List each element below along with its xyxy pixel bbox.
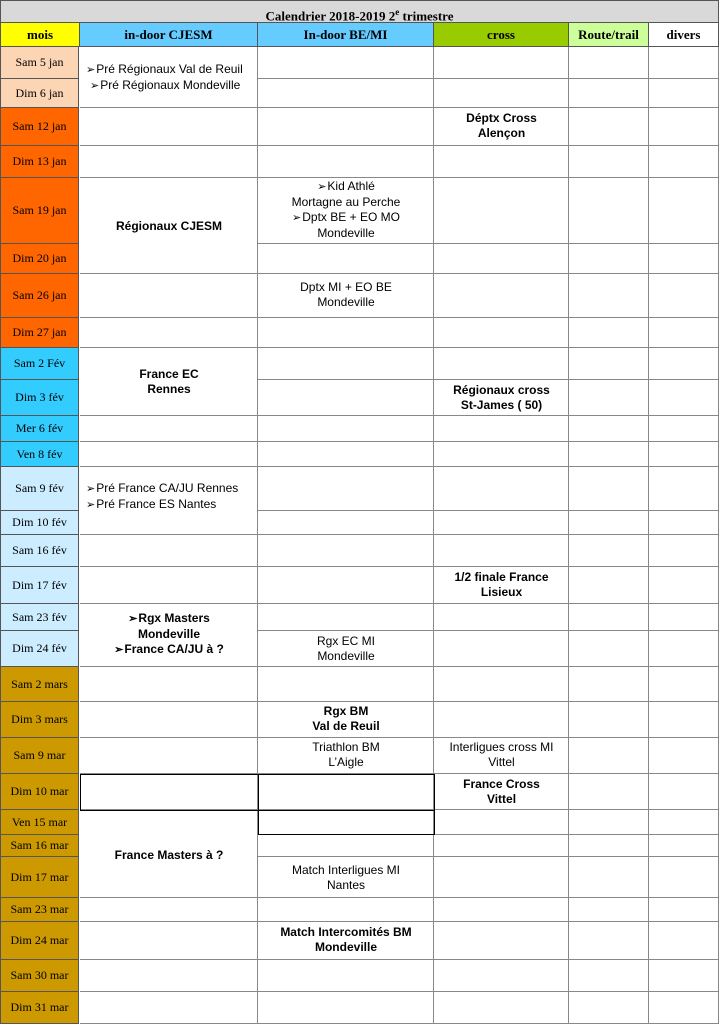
event-cross-france <box>434 774 569 810</box>
event-line: Interligues cross MI <box>449 740 554 754</box>
date-cell: Sam 12 jan <box>0 108 79 146</box>
grid-cell <box>80 442 258 467</box>
grid-cell <box>649 178 719 244</box>
grid-cell <box>434 244 569 274</box>
date-cell: Dim 17 fév <box>0 567 79 604</box>
date-cell: Sam 9 fév <box>0 467 79 511</box>
event-line: Nantes <box>326 878 366 892</box>
event-bemi-dptx-mi <box>258 276 434 314</box>
grid-cell <box>80 567 258 604</box>
event-line: ➢ Pré Régionaux Val de Reuil <box>86 62 243 78</box>
event-line: Mortagne au Perche <box>291 195 401 209</box>
event-line: Mondeville <box>317 226 375 240</box>
grid-cell <box>434 857 569 898</box>
date-cell: Ven 8 fév <box>0 442 79 467</box>
grid-cell <box>434 416 569 442</box>
grid-cell <box>649 416 719 442</box>
event-line: ➢ France CA/JU à ? <box>114 642 224 658</box>
calendar-title <box>0 0 719 23</box>
header-mois: mois <box>0 23 80 47</box>
grid-cell <box>569 922 649 960</box>
grid-cell <box>649 774 719 810</box>
grid-cell <box>649 835 719 857</box>
header-indoor-bemi: In-door BE/MI <box>258 23 434 47</box>
event-line: Triathlon BM <box>312 740 380 754</box>
grid-cell <box>434 467 569 511</box>
grid-cell <box>649 992 719 1024</box>
grid-cell <box>434 631 569 667</box>
event-line: Lisieux <box>480 585 523 599</box>
grid-cell <box>434 274 569 318</box>
date-cell: Dim 3 mars <box>0 702 79 738</box>
event-line: ➢ Rgx Masters <box>128 611 210 627</box>
event-line: Déptx Cross <box>466 111 537 125</box>
grid-cell <box>258 416 434 442</box>
grid-cell <box>80 146 258 178</box>
event-cjesm-france-ec <box>80 348 258 416</box>
date-cell: Sam 9 mar <box>0 738 79 774</box>
title-prefix: Calendrier 2018-2019 2 <box>265 8 396 24</box>
date-cell: Sam 19 jan <box>0 178 79 244</box>
date-cell: Dim 27 jan <box>0 318 79 348</box>
grid-cell <box>434 348 569 380</box>
event-line: ➢ Pré France ES Nantes <box>86 497 216 513</box>
grid-cell <box>258 511 434 535</box>
grid-cell <box>434 667 569 702</box>
grid-cell <box>649 667 719 702</box>
event-cjesm-pre-france <box>80 475 258 519</box>
header-indoor-cjesm: in-door CJESM <box>80 23 258 47</box>
date-cell: Dim 20 jan <box>0 244 79 274</box>
grid-cell <box>80 702 258 738</box>
date-cell: Sam 5 jan <box>0 47 79 79</box>
title-superscript: e <box>395 7 400 17</box>
grid-cell <box>569 467 649 511</box>
grid-cell <box>258 108 434 146</box>
grid-cell <box>569 567 649 604</box>
event-cjesm-france-masters <box>80 840 258 870</box>
grid-cell <box>434 511 569 535</box>
grid-cell <box>434 992 569 1024</box>
grid-cell <box>569 774 649 810</box>
grid-cell <box>258 898 434 922</box>
event-line: Vittel <box>488 755 515 769</box>
event-cross-demi-finale <box>434 567 569 603</box>
grid-cell <box>649 810 719 835</box>
grid-cell <box>569 992 649 1024</box>
grid-cell <box>258 960 434 992</box>
date-cell: Dim 13 jan <box>0 146 79 178</box>
header-divers: divers <box>649 23 719 47</box>
grid-cell <box>434 960 569 992</box>
event-line: Vittel <box>486 792 517 806</box>
grid-cell <box>569 274 649 318</box>
header-cross: cross <box>434 23 569 47</box>
title-suffix: trimestre <box>399 8 454 24</box>
grid-cell <box>649 146 719 178</box>
grid-cell <box>649 47 719 79</box>
event-cjesm-pre-regionaux <box>80 56 258 100</box>
grid-cell <box>649 922 719 960</box>
grid-cell <box>80 416 258 442</box>
grid-cell <box>258 146 434 178</box>
grid-cell <box>569 535 649 567</box>
date-cell: Dim 24 mar <box>0 922 79 960</box>
grid-cell <box>569 79 649 108</box>
event-line: Régionaux cross <box>453 383 550 397</box>
event-line: ➢ Kid Athlé <box>317 179 375 195</box>
grid-cell <box>569 146 649 178</box>
grid-cell <box>569 416 649 442</box>
date-cell: Mer 6 fév <box>0 416 79 442</box>
grid-cell <box>434 79 569 108</box>
grid-cell <box>569 810 649 835</box>
event-cross-regionaux <box>434 380 569 416</box>
grid-cell <box>569 511 649 535</box>
event-line: Mondeville <box>314 940 377 954</box>
grid-cell <box>258 667 434 702</box>
grid-cell <box>569 380 649 416</box>
date-cell: Sam 30 mar <box>0 960 79 992</box>
event-bemi-rgx-bm <box>258 702 434 736</box>
grid-cell <box>434 604 569 631</box>
grid-cell <box>80 898 258 922</box>
grid-cell <box>649 511 719 535</box>
grid-cell <box>80 108 258 146</box>
grid-cell <box>569 898 649 922</box>
grid-cell <box>258 79 434 108</box>
event-line: France Masters à ? <box>114 847 224 862</box>
event-line: Alençon <box>477 126 526 140</box>
grid-cell <box>434 835 569 857</box>
grid-cell <box>649 604 719 631</box>
date-cell: Dim 3 fév <box>0 380 79 416</box>
date-cell: Dim 24 fév <box>0 631 79 667</box>
event-line: Mondeville <box>137 626 200 641</box>
grid-cell <box>80 318 258 348</box>
date-cell: Dim 6 jan <box>0 79 79 108</box>
grid-cell <box>258 47 434 79</box>
event-line: 1/2 finale France <box>454 570 549 584</box>
grid-cell <box>434 178 569 244</box>
event-line: St-James ( 50) <box>460 398 543 412</box>
grid-cell <box>258 535 434 567</box>
grid-cell <box>258 810 434 835</box>
event-bemi-intercomites <box>258 922 434 958</box>
grid-cell <box>258 380 434 416</box>
event-cross-deptx <box>434 108 569 144</box>
event-line: ➢ Pré France CA/JU Rennes <box>86 481 238 497</box>
grid-cell <box>258 567 434 604</box>
grid-cell <box>80 992 258 1024</box>
grid-cell <box>649 702 719 738</box>
grid-cell <box>258 348 434 380</box>
date-cell: Sam 16 fév <box>0 535 79 567</box>
date-cell: Sam 2 mars <box>0 667 79 702</box>
grid-cell <box>434 47 569 79</box>
event-cjesm-regionaux <box>80 178 258 274</box>
grid-cell <box>80 667 258 702</box>
event-bemi-triathlon <box>258 738 434 772</box>
date-cell: Sam 23 fév <box>0 604 79 631</box>
grid-cell <box>80 774 258 810</box>
event-line: Match Interligues MI <box>291 863 401 877</box>
event-line: Rennes <box>147 382 191 396</box>
grid-cell <box>80 960 258 992</box>
event-line: France Cross <box>463 777 540 791</box>
event-line: Rgx BM <box>323 704 369 718</box>
grid-cell <box>258 244 434 274</box>
date-cell: Dim 17 mar <box>0 857 79 898</box>
event-cross-interligues <box>434 738 569 772</box>
event-bemi-match-interligues <box>258 860 434 896</box>
event-line: Régionaux CJESM <box>115 218 223 233</box>
grid-cell <box>649 631 719 667</box>
grid-cell <box>258 604 434 631</box>
grid-cell <box>569 738 649 774</box>
grid-cell <box>434 318 569 348</box>
grid-cell <box>258 835 434 857</box>
date-cell: Sam 23 mar <box>0 898 79 922</box>
grid-cell <box>649 318 719 348</box>
grid-cell <box>258 467 434 511</box>
grid-cell <box>434 702 569 738</box>
grid-cell <box>569 47 649 79</box>
grid-cell <box>258 992 434 1024</box>
grid-cell <box>649 738 719 774</box>
date-cell: Dim 31 mar <box>0 992 79 1024</box>
grid-cell <box>569 835 649 857</box>
grid-cell <box>434 442 569 467</box>
event-line: ➢ Dptx BE + EO MO <box>292 210 400 226</box>
grid-cell <box>569 108 649 146</box>
grid-cell <box>649 348 719 380</box>
event-line: Dptx MI + EO BE <box>300 280 392 294</box>
date-cell: Sam 2 Fév <box>0 348 79 380</box>
grid-cell <box>434 146 569 178</box>
grid-cell <box>569 244 649 274</box>
grid-cell <box>258 442 434 467</box>
event-line: Mondeville <box>317 649 375 663</box>
grid-cell <box>649 898 719 922</box>
grid-cell <box>569 960 649 992</box>
grid-cell <box>569 442 649 467</box>
date-cell: Ven 15 mar <box>0 810 79 835</box>
date-cell: Dim 10 fév <box>0 511 79 535</box>
event-bemi-kid-athle-dptx <box>258 178 434 242</box>
grid-cell <box>434 922 569 960</box>
grid-cell <box>569 178 649 244</box>
grid-cell <box>569 318 649 348</box>
grid-cell <box>80 274 258 318</box>
grid-cell <box>649 467 719 511</box>
grid-cell <box>80 738 258 774</box>
event-line: Match Intercomités BM <box>280 925 412 939</box>
grid-cell <box>569 667 649 702</box>
event-cjesm-masters <box>80 604 258 664</box>
grid-cell <box>80 922 258 960</box>
date-cell: Dim 10 mar <box>0 774 79 810</box>
date-cell: Sam 26 jan <box>0 274 79 318</box>
grid-cell <box>434 898 569 922</box>
grid-cell <box>569 604 649 631</box>
event-line: ➢ Pré Régionaux Mondeville <box>90 78 240 94</box>
grid-cell <box>649 567 719 604</box>
date-cell: Sam 16 mar <box>0 835 79 857</box>
grid-cell <box>569 702 649 738</box>
grid-cell <box>258 318 434 348</box>
grid-cell <box>569 857 649 898</box>
event-bemi-rgx-ec <box>258 631 434 667</box>
event-line: L’Aigle <box>328 755 364 769</box>
grid-cell <box>569 631 649 667</box>
grid-cell <box>649 960 719 992</box>
grid-cell <box>649 442 719 467</box>
grid-cell <box>649 79 719 108</box>
grid-cell <box>569 348 649 380</box>
event-line: Val de Reuil <box>312 719 380 733</box>
event-line: Rgx EC MI <box>316 634 375 648</box>
event-line: France EC <box>139 367 199 381</box>
header-route-trail: Route/trail <box>569 23 649 47</box>
grid-cell <box>649 108 719 146</box>
grid-cell <box>80 535 258 567</box>
grid-cell <box>258 774 434 810</box>
grid-cell <box>649 535 719 567</box>
event-line: Mondeville <box>317 295 375 309</box>
grid-cell <box>649 857 719 898</box>
grid-cell <box>649 380 719 416</box>
grid-cell <box>434 810 569 835</box>
grid-cell <box>649 244 719 274</box>
grid-cell <box>649 274 719 318</box>
grid-cell <box>434 535 569 567</box>
